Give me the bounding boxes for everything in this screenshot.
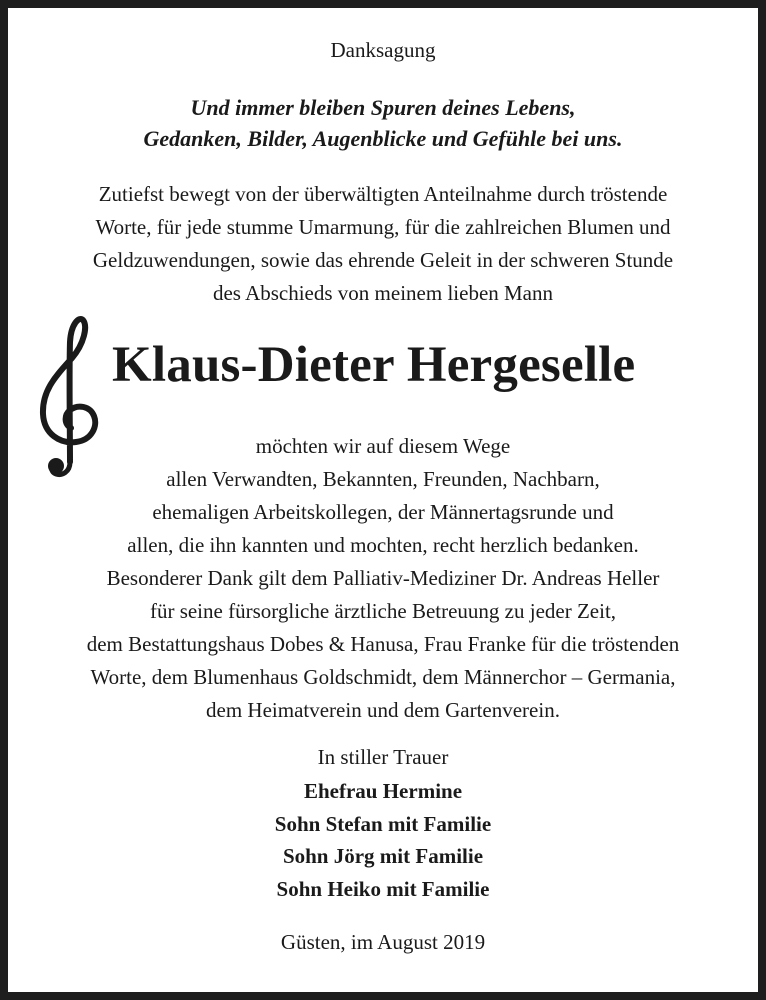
body-line: ehemaligen Arbeitskollegen, der Männertagsrunde und (152, 500, 614, 524)
body-line: dem Heimatverein und dem Gartenverein. (206, 698, 560, 722)
body-line: Worte, dem Blumenhaus Goldschmidt, dem Männerchor – Germania, (90, 665, 676, 689)
signature-lead: In stiller Trauer (317, 745, 449, 769)
mourner-name: Sohn Heiko mit Familie (276, 876, 490, 901)
quote-line: Gedanken, Bilder, Augenblicke und Gefühle bei uns. (143, 126, 623, 151)
body-line: dem Bestattungshaus Dobes & Hanusa, Frau Franke für die tröstenden (86, 632, 680, 656)
place-date: Güsten, im August 2019 (280, 930, 486, 954)
quote-line: Und immer bleiben Spuren deines Lebens, (190, 95, 576, 120)
intro-paragraph (0, 178, 766, 310)
body-line: allen Verwandten, Bekannten, Freunden, Nachbarn, (166, 467, 600, 491)
deceased-name: Klaus-Dieter Hergeselle (112, 337, 636, 393)
mourner-name: Ehefrau Hermine (303, 779, 463, 803)
body-line: möchten wir auf diesem Wege (255, 434, 511, 458)
body-line: für seine fürsorgliche ärztliche Betreuung zu jeder Zeit, (149, 599, 617, 623)
thanks-paragraph (0, 430, 766, 727)
intro-line: Worte, für jede stumme Umarmung, für die zahlreichen Blumen und (95, 215, 671, 239)
body-line: Besonderer Dank gilt dem Palliativ-Mediziner Dr. Andreas Heller (106, 566, 660, 590)
intro-line: Zutiefst bewegt von der überwältigten Anteilnahme durch tröstende (98, 182, 668, 206)
body-line: allen, die ihn kannten und mochten, recht herzlich bedanken. (127, 533, 639, 557)
intro-line: des Abschieds von meinem lieben Mann (212, 281, 554, 305)
intro-line: Geldzuwendungen, sowie das ehrende Geleit in der schweren Stunde (92, 248, 674, 272)
signature-names (0, 775, 766, 905)
memorial-quote (0, 92, 766, 154)
notice-title: Danksagung (330, 38, 436, 62)
mourner-name: Sohn Jörg mit Familie (282, 844, 484, 868)
mourner-name: Sohn Stefan mit Familie (274, 811, 492, 836)
